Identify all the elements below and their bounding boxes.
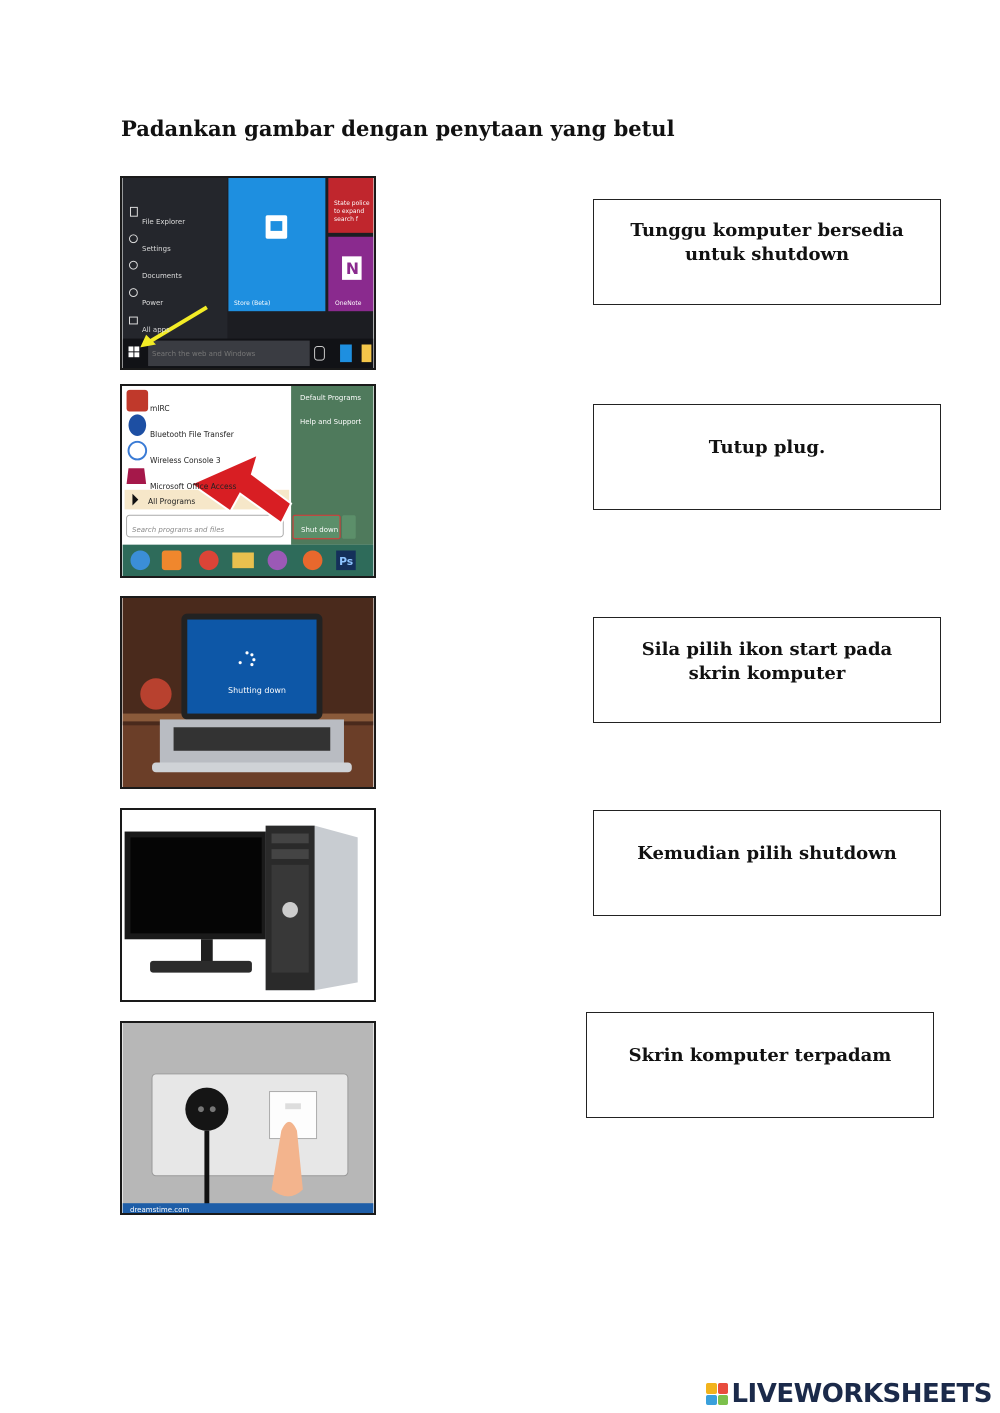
statement-text-3: Sila pilih ikon start pada skrin komputer (641, 639, 893, 684)
menu-item-all-apps: All apps (142, 326, 170, 334)
link-default-programs: Default Programs (300, 394, 361, 402)
watermark-dreamstime: dreamstime.com (130, 1206, 190, 1214)
liveworksheets-brand-text: LIVEWORKSHEETS (731, 1379, 992, 1409)
tile-store-label: Store (Beta) (234, 300, 271, 307)
statement-text-2: Tutup plug. (708, 437, 826, 458)
program-office-access: Microsoft Office Access (150, 482, 237, 491)
start-search-placeholder: Search programs and files (132, 526, 225, 534)
menu-item-settings: Settings (142, 245, 171, 253)
program-bluetooth: Bluetooth File Transfer (150, 430, 234, 439)
menu-item-power: Power (142, 299, 164, 307)
image-windows-start-menu[interactable] (120, 176, 376, 370)
statement-box-4[interactable] (593, 810, 941, 916)
all-programs-label: All Programs (148, 497, 196, 506)
svg-text:N: N (345, 258, 360, 278)
liveworksheets-logo[interactable] (706, 1378, 992, 1410)
statement-text-4: Kemudian pilih shutdown (637, 843, 897, 864)
program-wireless-console: Wireless Console 3 (150, 456, 221, 465)
menu-item-file-explorer: File Explorer (142, 218, 186, 226)
desktop-computer-illustration (122, 810, 374, 1000)
statement-box-1[interactable] (593, 199, 941, 305)
shutting-down-text: Shutting down (228, 686, 286, 695)
power-socket-illustration (122, 1023, 374, 1213)
statement-box-3[interactable] (593, 617, 941, 723)
statement-text-5: Skrin komputer terpadam (628, 1045, 892, 1066)
tile-news-label: State police to expand search f (334, 200, 370, 223)
worksheet-title: Padankan gambar dengan penytaan yang betul (121, 116, 675, 141)
image-laptop-shutting-down[interactable] (120, 596, 376, 789)
image-power-socket[interactable] (120, 1021, 376, 1215)
tile-onenote-label: OneNote (335, 300, 362, 307)
menu-item-documents: Documents (142, 272, 182, 280)
link-help-support: Help and Support (300, 418, 362, 426)
liveworksheets-logo-icon (706, 1383, 728, 1405)
statement-text-1: Tunggu komputer bersedia untuk shutdown (630, 220, 904, 265)
statement-box-5[interactable] (586, 1012, 934, 1118)
search-box-placeholder: Search the web and Windows (152, 350, 256, 358)
statement-box-2[interactable] (593, 404, 941, 510)
image-desktop-computer[interactable] (120, 808, 376, 1002)
shutdown-button-label: Shut down (301, 526, 339, 534)
svg-text:Ps: Ps (339, 555, 354, 569)
program-mirc: mIRC (150, 404, 170, 413)
image-windows7-start-menu[interactable] (120, 384, 376, 578)
